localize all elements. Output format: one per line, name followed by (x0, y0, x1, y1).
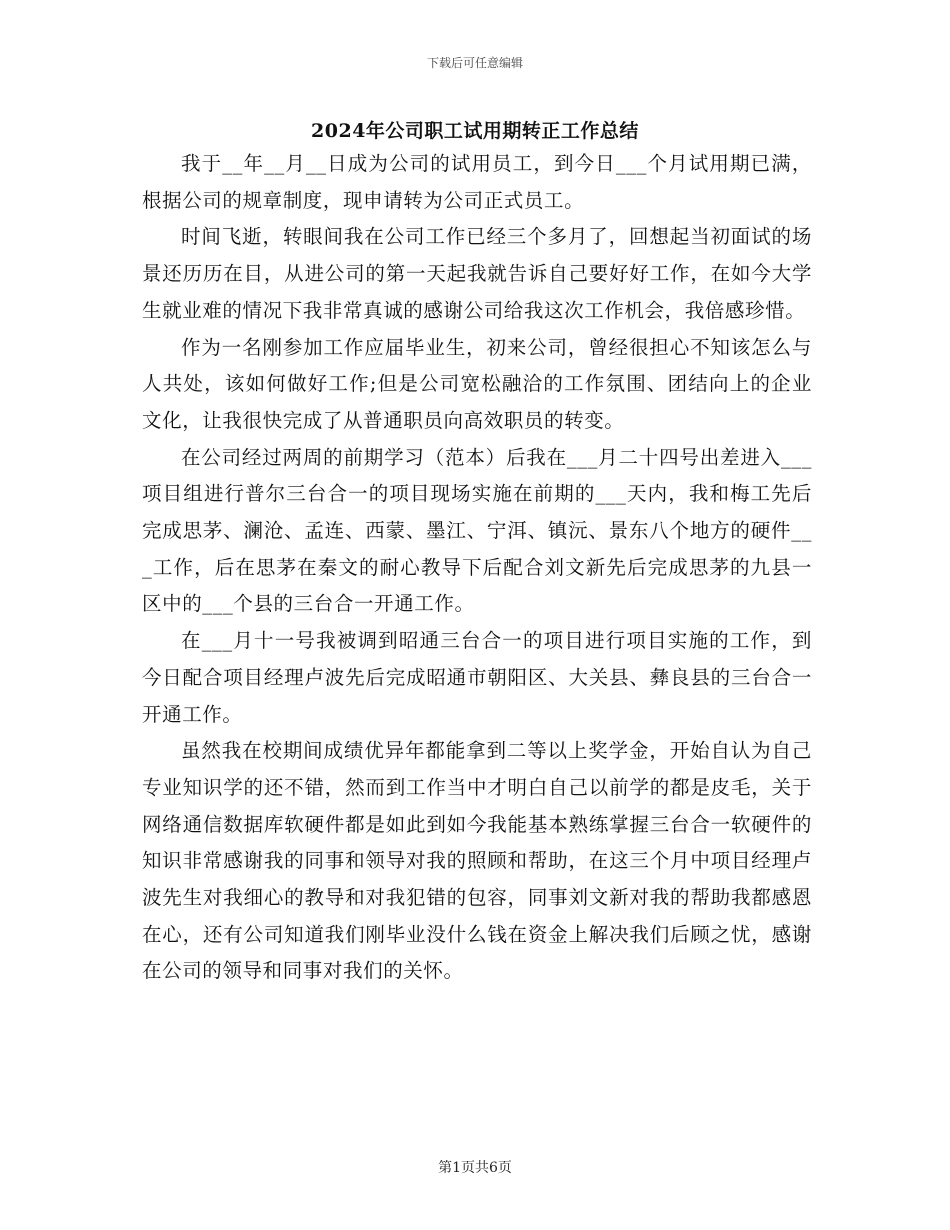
document-title: 2024年公司职工试用期转正工作总结 (311, 120, 639, 142)
paragraph-1: 我于__年__月__日成为公司的试用员工，到今日___个月试用期已满，根据公司的规章制度，现申请转为公司正式员工。 (142, 152, 812, 212)
document-body (142, 146, 812, 990)
paragraph-4: 在公司经过两周的前期学习（范本）后我在___月二十四号出差进入___项目组进行普尔三台合一的项目现场实施在前期的___天内，我和梅工先后完成思茅、澜沧、孟连、西蒙、墨江、宁洱、镇沅、景东八个地方的硬件___工作，后在思茅在秦文的耐心教导下后配合刘文新先后完成思茅的九县一区中的___个县的三台合一开通工作。 (142, 445, 812, 616)
paragraph-3: 作为一名刚参加工作应届毕业生，初来公司，曾经很担心不知该怎么与人共处，该如何做好工作;但是公司宽松融洽的工作氛围、团结向上的企业文化，让我很快完成了从普通职员向高效职员的转变。 (142, 335, 812, 432)
page-header-note: 下载后可任意编辑 (426, 56, 523, 70)
paragraph-2: 时间飞逝，转眼间我在公司工作已经三个多月了，回想起当初面试的场景还历历在目，从进公司的第一天起我就告诉自己要好好工作，在如今大学生就业难的情况下我非常真诚的感谢公司给我这次工作机会，我倍感珍惜。 (142, 225, 812, 322)
paragraph-5: 在___月十一号我被调到昭通三台合一的项目进行项目实施的工作，到今日配合项目经理卢波先后完成昭通市朝阳区、大关县、彝良县的三台合一开通工作。 (142, 629, 812, 726)
page-number: 第1页共6页 (438, 1160, 512, 1176)
paragraph-6: 虽然我在校期间成绩优异年都能拿到二等以上奖学金，开始自认为自己专业知识学的还不错，然而到工作当中才明白自己以前学的都是皮毛，关于网络通信数据库软硬件都是如此到如今我能基本熟练掌握三台合一软硬件的知识非常感谢我的同事和领导对我的照顾和帮助，在这三个月中项目经理卢波先生对我细心的教导和对我犯错的包容，同事刘文新对我的帮助我都感恩在心，还有公司知道我们刚毕业没什么钱在资金上解决我们后顾之忧，感谢在公司的领导和同事对我们的关怀。 (142, 739, 812, 983)
